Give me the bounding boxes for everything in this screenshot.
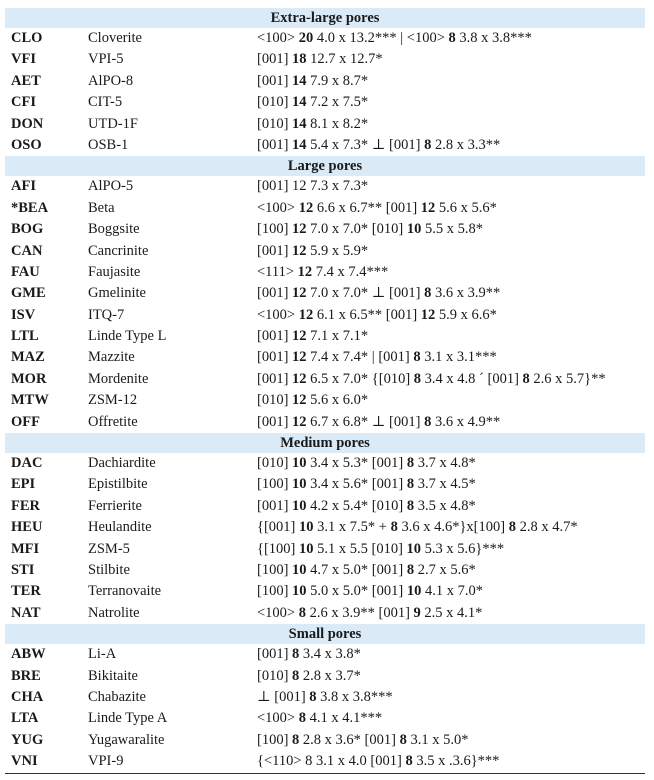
pore-text: [010]: [257, 455, 293, 472]
table-row: [5, 262, 645, 283]
ring-size: 18: [292, 51, 307, 68]
pore-text: 5.9 x 5.9*: [306, 242, 369, 259]
pore-text: 3.8 x 3.8***: [316, 688, 393, 705]
pore-text: 3.6 x 3.9**: [431, 285, 501, 302]
material-name: Gmelinite: [88, 285, 146, 302]
pore-text: {<110> 8 3.1 x 4.0 [001]: [257, 753, 406, 770]
pore-text: {[001]: [257, 519, 299, 536]
material-name: ITQ-7: [88, 306, 125, 323]
pore-text: [010]: [257, 115, 293, 132]
table-row: [5, 369, 645, 390]
pore-text: <100>: [257, 710, 299, 727]
ring-size: 8: [292, 667, 300, 684]
pore-text: [010]: [257, 392, 293, 409]
pore-text: [001]: [257, 497, 293, 514]
ring-size: 10: [299, 519, 314, 536]
section-header: Medium pores: [5, 433, 645, 453]
pore-text: 7.9 x 8.7*: [306, 72, 369, 89]
framework-code: EPI: [11, 476, 36, 493]
framework-code: AFI: [11, 178, 36, 195]
table-row: [5, 751, 645, 772]
framework-code: DAC: [11, 455, 43, 472]
ring-size: 8: [413, 370, 422, 387]
ring-size: 8: [424, 413, 432, 430]
pore-text: 7.4 x 7.4***: [312, 263, 389, 280]
section-header: Extra-large pores: [5, 8, 645, 28]
table-row: [5, 219, 645, 240]
material-name: Faujasite: [88, 263, 141, 280]
ring-size: 10: [292, 455, 307, 472]
material-name: Dachiardite: [88, 455, 156, 472]
ring-size: 8: [406, 497, 415, 514]
pore-text: [100]: [257, 561, 293, 578]
framework-code: OFF: [11, 413, 40, 430]
framework-code: CHA: [11, 688, 44, 705]
pore-text: 2.8 x 3.6* [001]: [299, 731, 400, 748]
pore-description: [257, 262, 388, 283]
ring-size: 10: [406, 540, 422, 557]
pore-text: 7.2 x 7.5*: [306, 94, 369, 111]
material-name: Mordenite: [88, 370, 149, 387]
pore-text: <100>: [257, 604, 299, 621]
section-header: Large pores: [5, 156, 645, 176]
pore-description: [257, 219, 483, 240]
ring-size: 10: [292, 583, 307, 600]
pore-description: [257, 241, 368, 262]
pore-text: 5.6 x 6.0*: [306, 392, 369, 409]
material-name: Ferrierite: [88, 497, 142, 514]
material-name: Cloverite: [88, 30, 142, 46]
pore-text: 3.7 x 4.8*: [414, 455, 476, 472]
pore-text: [001] 12 7.3 x 7.3*: [257, 178, 369, 195]
framework-code: ABW: [11, 646, 46, 663]
material-name: Heulandite: [88, 519, 152, 536]
ring-size: 10: [406, 221, 422, 238]
framework-code: *BEA: [11, 199, 49, 216]
framework-code: BRE: [11, 667, 41, 684]
pore-description: [257, 305, 497, 326]
ring-size: 8: [424, 136, 432, 153]
material-name: Mazzite: [88, 349, 135, 366]
ring-size: 12: [292, 349, 307, 366]
pore-text: <100>: [257, 30, 299, 46]
material-name: Terranovaite: [88, 583, 162, 600]
ring-size: 12: [292, 328, 307, 345]
ring-size: 8: [292, 646, 300, 663]
pore-text: [001]: [257, 242, 293, 259]
pore-text: 5.5 x 5.8*: [421, 221, 483, 238]
material-name: AlPO-5: [88, 178, 134, 195]
pore-text: 3.4 x 4.8 ´ [001]: [421, 370, 523, 387]
pore-text: [100]: [257, 476, 293, 493]
pore-text: [010]: [257, 94, 293, 111]
table-row: [5, 560, 645, 581]
pore-text: <100>: [257, 199, 299, 216]
pore-text: 4.7 x 5.0* [001]: [306, 561, 407, 578]
zeolite-pore-table: [5, 8, 645, 774]
ring-size: 8: [399, 731, 407, 748]
ring-size: 12: [298, 199, 314, 216]
pore-text: [100]: [257, 221, 293, 238]
ring-size: 14: [292, 94, 307, 111]
pore-description: [257, 114, 368, 135]
material-name: ZSM-12: [88, 392, 138, 409]
ring-size: 8: [406, 455, 415, 472]
material-name: OSB-1: [88, 136, 129, 153]
pore-text: 6.5 x 7.0* {[010]: [306, 370, 414, 387]
framework-code: MOR: [11, 370, 47, 387]
pore-description: [257, 390, 368, 411]
table-row: [5, 114, 645, 135]
ring-size: 12: [292, 285, 307, 302]
pore-text: 2.6 x 3.9** [001]: [305, 604, 414, 621]
pore-text: 5.1 x 5.5 [010]: [313, 540, 407, 557]
table-row: [5, 28, 645, 49]
material-name: Cancrinite: [88, 242, 149, 259]
ring-size: 12: [420, 306, 436, 323]
material-name: Linde Type A: [88, 710, 168, 727]
pore-text: 3.4 x 5.6* [001]: [306, 476, 407, 493]
ring-size: 10: [292, 497, 307, 514]
pore-text: [001]: [257, 646, 293, 663]
material-name: Li-A: [88, 646, 117, 663]
material-name: UTD-1F: [88, 115, 138, 132]
pore-description: [257, 581, 483, 602]
ring-size: 14: [292, 72, 307, 89]
table-row: [5, 603, 645, 624]
ring-size: 12: [297, 263, 313, 280]
pore-description: [257, 49, 383, 70]
material-name: CIT-5: [88, 94, 123, 111]
pore-text: 3.5 x .3.6}***: [412, 753, 500, 770]
framework-code: CLO: [11, 30, 43, 46]
pore-text: 3.1 x 5.0*: [406, 731, 469, 748]
section-header: Small pores: [5, 624, 645, 644]
pore-text: 3.1 x 3.1***: [420, 349, 497, 366]
pore-description: [257, 517, 578, 538]
ring-size: 12: [292, 221, 307, 238]
table-row: [5, 644, 645, 665]
pore-description: [257, 326, 368, 347]
pore-text: [001]: [257, 413, 293, 430]
framework-code: FER: [11, 497, 40, 514]
ring-size: 14: [292, 136, 307, 153]
ring-size: 8: [508, 519, 516, 536]
pore-text: 5.0 x 5.0* [001]: [306, 583, 407, 600]
framework-code: DON: [11, 115, 44, 132]
pore-text: 7.0 x 7.0* [010]: [306, 221, 407, 238]
pore-description: [257, 176, 368, 197]
framework-code: HEU: [11, 519, 43, 536]
pore-text: [001]: [257, 136, 293, 153]
pore-text: ⊥ [001]: [257, 688, 310, 705]
material-name: Chabazite: [88, 688, 146, 705]
pore-text: [100]: [257, 731, 293, 748]
pore-text: 3.4 x 3.8*: [299, 646, 361, 663]
pore-text: 12.7 x 12.7*: [306, 51, 383, 68]
pore-text: 3.5 x 4.8*: [414, 497, 476, 514]
ring-size: 12: [298, 306, 314, 323]
ring-size: 8: [405, 753, 413, 770]
pore-description: [257, 644, 361, 665]
pore-description: [257, 474, 476, 495]
pore-text: [001]: [257, 285, 293, 302]
framework-code: MAZ: [11, 349, 45, 366]
table-row: [5, 390, 645, 411]
pore-text: 7.0 x 7.0* ⊥ [001]: [306, 285, 425, 302]
ring-size: 12: [420, 199, 436, 216]
pore-description: [257, 198, 497, 219]
framework-code: LTL: [11, 328, 39, 345]
ring-size: 20: [298, 30, 314, 46]
pore-text: 8.1 x 8.2*: [306, 115, 369, 132]
pore-description: [257, 730, 468, 751]
pore-text: [001]: [257, 349, 293, 366]
material-name: ZSM-5: [88, 540, 130, 557]
pore-text: 4.1 x 4.1***: [305, 710, 383, 727]
pore-description: [257, 347, 497, 368]
pore-text: 7.1 x 7.1*: [306, 328, 369, 345]
pore-description: [257, 92, 368, 113]
material-name: AlPO-8: [88, 72, 134, 89]
pore-text: 5.3 x 5.6}***: [421, 540, 505, 557]
ring-size: 8: [406, 561, 415, 578]
ring-size: 10: [299, 540, 314, 557]
table-row: [5, 92, 645, 113]
material-name: Boggsite: [88, 221, 140, 238]
ring-size: 14: [292, 115, 307, 132]
pore-text: 2.8 x 4.7*: [515, 519, 578, 536]
pore-description: [257, 496, 476, 517]
pore-text: 4.0 x 13.2*** | <100>: [313, 30, 449, 46]
ring-size: 10: [292, 561, 307, 578]
table-row: [5, 666, 645, 687]
pore-text: 4.1 x 7.0*: [421, 583, 483, 600]
pore-text: 3.7 x 4.5*: [414, 476, 476, 493]
pore-description: [257, 412, 500, 433]
table-row: [5, 283, 645, 304]
pore-text: 2.7 x 5.6*: [414, 561, 476, 578]
pore-text: 3.1 x 7.5* +: [313, 519, 391, 536]
pore-description: [257, 539, 504, 560]
ring-size: 8: [292, 731, 300, 748]
table-row: [5, 687, 645, 708]
pore-text: [001]: [257, 370, 293, 387]
pore-text: 7.4 x 7.4* | [001]: [306, 349, 414, 366]
framework-code: YUG: [11, 731, 44, 748]
table-row: [5, 412, 645, 433]
framework-code: LTA: [11, 710, 39, 727]
framework-code: FAU: [11, 263, 40, 280]
ring-size: 8: [424, 285, 432, 302]
pore-description: [257, 751, 499, 772]
framework-code: CFI: [11, 94, 36, 111]
pore-description: [257, 283, 500, 304]
ring-size: 10: [292, 476, 307, 493]
table-row: [5, 49, 645, 70]
pore-text: [001]: [257, 328, 293, 345]
pore-text: 6.7 x 6.8* ⊥ [001]: [306, 413, 425, 430]
pore-text: 5.4 x 7.3* ⊥ [001]: [306, 136, 425, 153]
table-row: [5, 730, 645, 751]
ring-size: 8: [298, 604, 306, 621]
pore-description: [257, 71, 368, 92]
framework-code: VFI: [11, 51, 36, 68]
pore-description: [257, 28, 532, 49]
material-name: VPI-9: [88, 753, 124, 770]
ring-size: 8: [413, 349, 421, 366]
pore-description: [257, 666, 361, 687]
material-name: Bikitaite: [88, 667, 138, 684]
framework-code: ISV: [11, 306, 36, 323]
pore-text: 3.8 x 3.8***: [455, 30, 532, 46]
table-row: [5, 326, 645, 347]
table-row: [5, 71, 645, 92]
table-row: [5, 135, 645, 156]
material-name: Natrolite: [88, 604, 140, 621]
pore-text: 3.4 x 5.3* [001]: [306, 455, 407, 472]
pore-text: 6.6 x 6.7** [001]: [313, 199, 421, 216]
pore-description: [257, 453, 476, 474]
pore-text: 2.5 x 4.1*: [420, 604, 483, 621]
material-name: Offretite: [88, 413, 138, 430]
table-row: [5, 453, 645, 474]
table-row: [5, 708, 645, 729]
pore-text: [100]: [257, 583, 293, 600]
material-name: Epistilbite: [88, 476, 148, 493]
material-name: Linde Type L: [88, 328, 167, 345]
table-row: [5, 198, 645, 219]
pore-text: 2.8 x 3.3**: [431, 136, 501, 153]
pore-description: [257, 603, 482, 624]
framework-code: OSO: [11, 136, 42, 153]
ring-size: 8: [309, 688, 317, 705]
framework-code: CAN: [11, 242, 43, 259]
pore-text: [001]: [257, 72, 293, 89]
material-name: Stilbite: [88, 561, 130, 578]
ring-size: 12: [292, 413, 307, 430]
framework-code: GME: [11, 285, 46, 302]
ring-size: 12: [292, 392, 307, 409]
table-row: [5, 581, 645, 602]
pore-description: [257, 369, 606, 390]
framework-code: TER: [11, 583, 41, 600]
pore-text: 2.8 x 3.7*: [299, 667, 361, 684]
framework-code: VNI: [11, 753, 38, 770]
ring-size: 8: [406, 476, 415, 493]
framework-code: MTW: [11, 392, 49, 409]
pore-text: 5.9 x 6.6*: [435, 306, 497, 323]
framework-code: BOG: [11, 221, 44, 238]
table-row: [5, 176, 645, 197]
table-row: [5, 474, 645, 495]
table-row: [5, 539, 645, 560]
pore-text: 4.2 x 5.4* [010]: [306, 497, 407, 514]
pore-text: <111>: [257, 263, 298, 280]
ring-size: 8: [298, 710, 306, 727]
pore-text: 3.6 x 4.6*}x[100]: [397, 519, 509, 536]
ring-size: 8: [448, 30, 456, 46]
table-row: [5, 517, 645, 538]
pore-description: [257, 560, 476, 581]
framework-code: NAT: [11, 604, 41, 621]
pore-description: [257, 687, 393, 708]
pore-description: [257, 135, 500, 156]
pore-text: [001]: [257, 51, 293, 68]
pore-text: {[100]: [257, 540, 299, 557]
framework-code: AET: [11, 72, 41, 89]
ring-size: 12: [292, 242, 307, 259]
pore-text: 3.6 x 4.9**: [431, 413, 501, 430]
table-row: [5, 241, 645, 262]
ring-size: 8: [390, 519, 398, 536]
ring-size: 8: [522, 370, 530, 387]
pore-text: <100>: [257, 306, 299, 323]
ring-size: 10: [406, 583, 422, 600]
pore-text: 6.1 x 6.5** [001]: [313, 306, 421, 323]
table-row: [5, 496, 645, 517]
ring-size: 12: [292, 370, 307, 387]
material-name: Beta: [88, 199, 115, 216]
pore-description: [257, 708, 382, 729]
ring-size: 9: [413, 604, 421, 621]
material-name: VPI-5: [88, 51, 124, 68]
pore-text: 5.6 x 5.6*: [435, 199, 497, 216]
framework-code: STI: [11, 561, 35, 578]
table-row: [5, 347, 645, 368]
material-name: Yugawaralite: [88, 731, 165, 748]
pore-text: 2.6 x 5.7}**: [529, 370, 606, 387]
framework-code: MFI: [11, 540, 40, 557]
pore-text: [010]: [257, 667, 293, 684]
table-row: [5, 305, 645, 326]
